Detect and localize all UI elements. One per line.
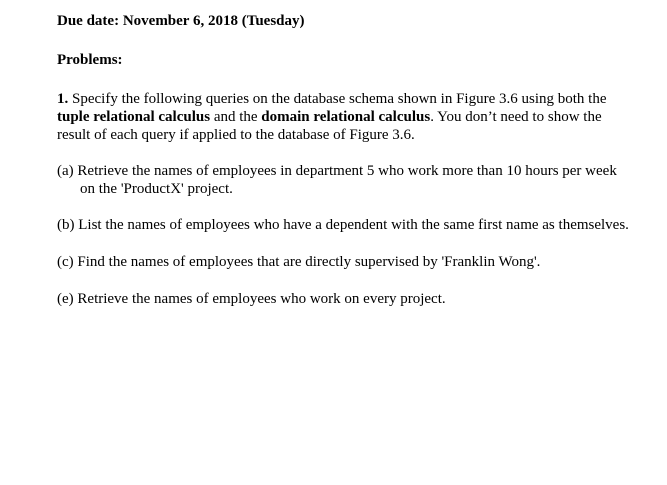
problem-text-a: Specify the following queries on the database schema shown in Figure 3.6 using both the xyxy=(72,91,607,107)
problem-text-c: . You don’t need to show the result of each query if applied to the database of Figure 3.6. xyxy=(57,109,602,143)
sub-question-e xyxy=(57,290,632,308)
sub-question-a xyxy=(57,162,632,198)
sub-question-text: Find the names of employees that are directly supervised by 'Franklin Wong'. xyxy=(77,254,541,270)
sub-question-label: (e) xyxy=(57,291,74,307)
problem-number: 1. xyxy=(57,91,69,107)
problem-bold-tuple: tuple relational calculus xyxy=(57,109,211,125)
problem-bold-domain: domain relational calculus xyxy=(261,109,431,125)
due-date: Due date: November 6, 2018 (Tuesday) xyxy=(57,13,305,29)
sub-question-text: List the names of employees who have a dependent with the same first name as themselves. xyxy=(78,217,629,233)
problem-1-statement xyxy=(57,90,632,144)
sub-question-text: Retrieve the names of employees who work on every project. xyxy=(77,291,446,307)
sub-question-c xyxy=(57,253,632,271)
sub-question-label: (b) xyxy=(57,217,75,233)
sub-question-text: Retrieve the names of employees in department 5 who work more than 10 hours per week on the 'ProductX' project. xyxy=(77,163,617,197)
document-page xyxy=(57,12,632,308)
sub-question-b xyxy=(57,216,632,234)
problems-heading: Problems: xyxy=(57,52,123,68)
sub-question-label: (c) xyxy=(57,254,74,270)
sub-question-label: (a) xyxy=(57,163,74,179)
problem-text-b: and the xyxy=(213,109,258,125)
